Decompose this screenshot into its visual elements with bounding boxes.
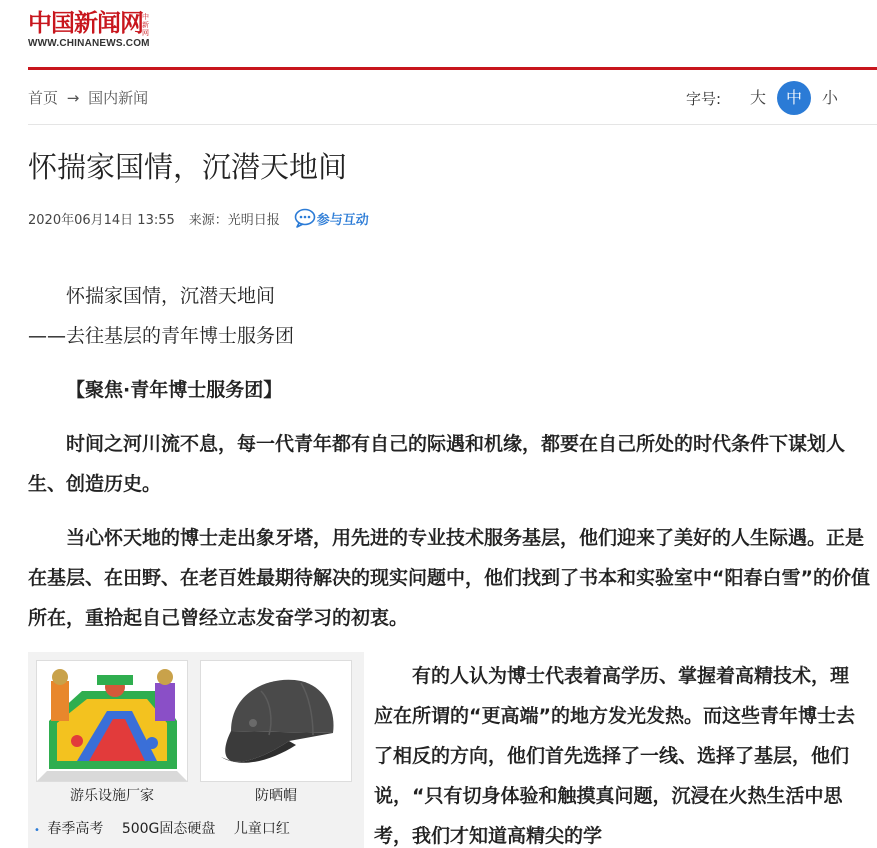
- article-meta: [28, 205, 369, 231]
- site-logo[interactable]: [28, 8, 168, 54]
- ad-item-1[interactable]: [36, 660, 188, 782]
- ad-box: [28, 652, 364, 848]
- font-size-medium-button[interactable]: 中: [777, 81, 811, 115]
- breadcrumb-divider: [28, 124, 877, 125]
- article-paragraph-2: 当心怀天地的博士走出象牙塔，用先进的专业技术服务基层，他们迎来了美好的人生际遇。正是在基层、在田野、在老百姓最期待解决的现实问题中，他们找到了书本和实验室中“阳春白雪”的价值所在，重拾起自己曾经立志发奋学习的初衷。: [28, 527, 870, 629]
- logo-text: 中国新闻网: [28, 8, 143, 37]
- article-subtitle-1: 怀揣家国情，沉潜天地间: [66, 285, 276, 307]
- ad-links: [34, 818, 304, 838]
- article-paragraph-3: [374, 656, 864, 848]
- ad-link[interactable]: 儿童口红: [233, 821, 290, 837]
- ad-link[interactable]: 春季高考: [47, 821, 104, 837]
- font-size-large-button[interactable]: 大: [749, 88, 766, 107]
- breadcrumb-section-link[interactable]: 国内新闻: [88, 89, 149, 107]
- article-section-tag: 【聚焦·青年博士服务团】: [66, 379, 283, 401]
- article-body: [28, 276, 873, 652]
- ad-item-2[interactable]: [200, 660, 352, 782]
- breadcrumb-home-link[interactable]: 首页: [28, 89, 59, 107]
- inflatable-slide-image: [37, 661, 188, 782]
- logo-url: WWW.CHINANEWS.COM: [28, 38, 150, 49]
- header-divider: [28, 67, 877, 70]
- font-size-small-button[interactable]: 小: [821, 88, 838, 107]
- logo-side-text: 中新网: [142, 13, 149, 37]
- ad-item-1-caption[interactable]: 游乐设施厂家: [70, 788, 154, 804]
- cap-image: [201, 661, 352, 782]
- ad-item-2-caption[interactable]: 防晒帽: [255, 788, 297, 804]
- comment-bubble-icon: [294, 208, 316, 228]
- font-size-label: 字号:: [685, 89, 721, 108]
- ad-link[interactable]: 500G固态硬盘: [121, 821, 216, 837]
- font-size-switcher: [686, 81, 847, 115]
- bullet-icon: •: [34, 825, 40, 836]
- interact-link[interactable]: [294, 208, 369, 228]
- article-paragraph-3-text: 有的人认为博士代表着高学历、掌握着高精技术，理应在所谓的“更高端”的地方发光发热。而这些青年博士去了相反的方向，他们首先选择了一线、选择了基层，他们说，“只有切身体验和触摸真问题，沉浸在火热生活中思考，我们才知道高精尖的学: [374, 665, 855, 847]
- breadcrumb-arrow-icon: →: [66, 89, 80, 107]
- article-title: 怀揣家国情，沉潜天地间: [28, 150, 348, 184]
- article-datetime: 2020年06月14日 13:55: [28, 212, 175, 228]
- interact-label: 参与互动: [316, 212, 369, 228]
- breadcrumb: [28, 88, 148, 108]
- article-source: 来源：光明日报: [188, 212, 280, 228]
- article-paragraph-1: 时间之河川流不息，每一代青年都有自己的际遇和机缘，都要在自己所处的时代条件下谋划人生、创造历史。: [28, 433, 846, 495]
- article-subtitle-2: ——去往基层的青年博士服务团: [28, 325, 295, 347]
